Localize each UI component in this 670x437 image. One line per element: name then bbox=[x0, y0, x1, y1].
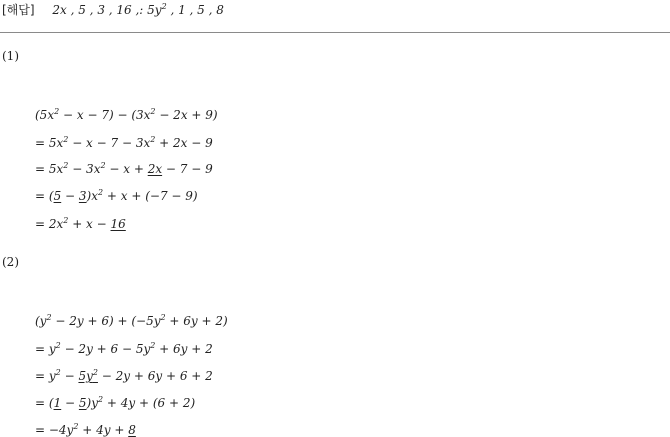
divider bbox=[0, 32, 670, 33]
part1-number: (1) bbox=[2, 49, 19, 63]
part2-step-4: = $(1 - 5)y^2 + 4y + (6 + 2)$ bbox=[35, 395, 196, 410]
part2-step-1: $(y^2 - 2y + 6) + (-5y^2 + 6y + 2)$ bbox=[35, 313, 228, 328]
part2-step-3: = $y^2 - 5y^2 - 2y + 6y + 6 + 2$ bbox=[35, 368, 213, 383]
answer-list: 2x , 5 , 3 , 16 ,: $5y^2$ , 1 , 5 , 8 bbox=[52, 2, 224, 17]
part1-step-2: = $5x^2 - x - 7 - 3x^2 + 2x - 9$ bbox=[35, 135, 213, 150]
part2-step-5: = $-4y^2 + 4y + 8$ bbox=[35, 422, 136, 437]
part2-number: (2) bbox=[2, 255, 19, 269]
answer-label: [해답] bbox=[2, 3, 35, 17]
part1-step-3: = $5x^2 - 3x^2 - x + 2x - 7 - 9$ bbox=[35, 161, 213, 176]
answer-header bbox=[2, 1, 224, 18]
part1-step-1: $(5x^2 - x - 7) - (3x^2 - 2x + 9)$ bbox=[35, 107, 218, 122]
part1-step-5: = $2x^2 + x - 16$ bbox=[35, 216, 126, 231]
part2-step-2: = $y^2 - 2y + 6 - 5y^2 + 6y + 2$ bbox=[35, 341, 213, 356]
part1-step-4: = $(5 - 3)x^2 + x + (-7 - 9)$ bbox=[35, 188, 198, 203]
